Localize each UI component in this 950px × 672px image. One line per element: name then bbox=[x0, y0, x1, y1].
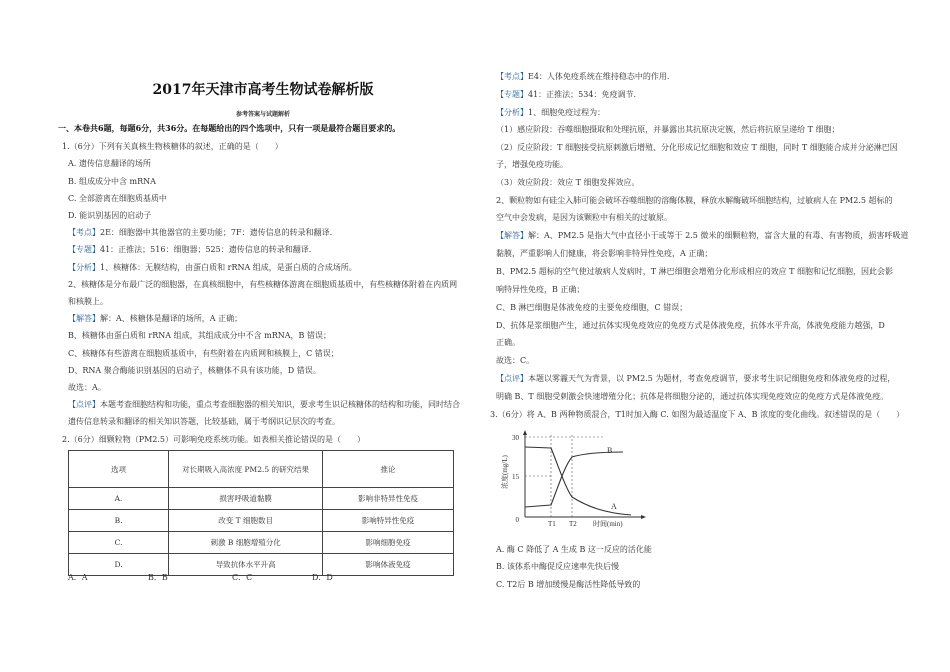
y-tick-30: 30 bbox=[512, 434, 519, 442]
q1-option-a: A. 遗传信息翻译的场所 bbox=[68, 159, 151, 168]
q1-fenxi-2: 2、核糖体是分布最广泛的细胞器，在真核细胞中，有些核糖体游离在细胞质基质中，有些核糖体附着在内质网 bbox=[68, 280, 458, 289]
q2-jieda-b: B、PM2.5 超标的空气使过敏病人发病时，T 淋巴细胞会增殖分化形成相应的效应 T 细胞和记忆细胞，因此会影 bbox=[496, 267, 894, 276]
x-axis-label: 时间(min) bbox=[593, 520, 623, 528]
table-cell: 影响非特异性免疫 bbox=[323, 488, 454, 510]
q2-jieda-b2: 响特异性免疫，B 正确； bbox=[496, 285, 585, 294]
q2-choice-d: D．D bbox=[312, 573, 333, 582]
q1-option-d: D. 能识别基因的启动子 bbox=[68, 211, 152, 220]
table-cell: 导致抗体水平升高 bbox=[169, 554, 323, 576]
q1-zhuanti: 【专题】41：正推法；516：细胞器；525：遗传信息的转录和翻译. bbox=[68, 245, 312, 254]
table-header-inference: 推论 bbox=[323, 451, 454, 488]
q1-dianping: 【点评】本题考查细胞结构和功能，重点考查细胞器的相关知识，要求考生识记核糖体的结构和功能，同时结合 bbox=[68, 400, 460, 409]
q2-kaodian: 【考点】E4：人体免疫系统在维持稳态中的作用. bbox=[496, 72, 670, 81]
x-tick-t1: T1 bbox=[548, 520, 556, 528]
question-2-stem: 2.（6分）细颗粒物（PM2.5）可影响免疫系统功能。如表相关推论错误的是（ ） bbox=[62, 435, 366, 444]
x-axis-arrow bbox=[641, 515, 646, 519]
q3-option-a: A. 酶 C 降低了 A 生成 B 这一反应的活化能 bbox=[496, 545, 652, 554]
question-3-stem: 3.（6分）将 A、B 两种物质混合，T1时加入酶 C. 如图为最适温度下 A、B 浓度的变化曲线。叙述错误的是（ ） bbox=[490, 410, 905, 419]
q2-dianping-2: 明确 B、T 细胞受刺激会快速增殖分化；抗体是将细胞分泌的，通过抗体实现免疫效应的免疫方式是体液免疫。 bbox=[496, 392, 889, 401]
q1-option-b: B. 组成成分中含 mRNA bbox=[68, 177, 156, 186]
table-cell: 损害呼吸道黏膜 bbox=[169, 488, 323, 510]
table-cell: 影响细胞免疫 bbox=[323, 532, 454, 554]
curve-b-label: B bbox=[607, 446, 613, 455]
q1-fenxi: 【分析】1、核糖体：无膜结构，由蛋白质和 rRNA 组成，是蛋白质的合成场所。 bbox=[68, 263, 357, 272]
y-tick-15: 15 bbox=[512, 473, 519, 481]
q2-fenxi-2: （2）反应阶段：T 细胞接受抗原刺激后增殖、分化形成记忆细胞和效应 T 细胞，同时 T 细胞能合成并分泌淋巴因 bbox=[496, 143, 898, 152]
document-title: 2017年天津市高考生物试卷解析版 bbox=[152, 82, 374, 98]
table-cell: B. bbox=[69, 510, 169, 532]
table-cell: A. bbox=[69, 488, 169, 510]
q1-kaodian: 【考点】2E：细胞器中其他器官的主要功能；7F：遗传信息的转录和翻译. bbox=[68, 228, 333, 237]
q2-table bbox=[68, 450, 454, 576]
y-axis-label: 浓度(mg/L) bbox=[501, 455, 509, 489]
table-header-row bbox=[69, 451, 454, 488]
q1-option-c: C. 全部游离在细胞质基质中 bbox=[68, 194, 167, 203]
q2-zhuanti: 【专题】41：正推法；534：免疫调节. bbox=[496, 90, 636, 99]
q2-answer: 故选：C。 bbox=[496, 356, 535, 365]
section-heading: 一、本卷共6题，每题6分，共36分。在每题给出的四个选项中，只有一项是最符合题目要求的。 bbox=[58, 123, 401, 133]
y-tick-0: 0 bbox=[515, 516, 519, 524]
q1-jieda: 【解答】解：A、核糖体是翻译的场所，A 正确； bbox=[68, 314, 243, 323]
q2-fenxi-3: 子，增强免疫功能。 bbox=[496, 160, 568, 169]
q3-option-c: C. T2后 B 增加缓慢是酶活性降低导致的 bbox=[496, 580, 641, 589]
q1-jieda-b: B、核糖体由蛋白质和 rRNA 组成，其组成成分中不含 mRNA，B 错误； bbox=[68, 331, 331, 340]
q3-concentration-graph bbox=[493, 427, 653, 532]
q2-fenxi-4: （3）效应阶段：效应 T 细胞发挥效应。 bbox=[496, 178, 640, 187]
q2-choice-a: A．A bbox=[68, 573, 88, 582]
q2-jieda-d: D、抗体是浆细胞产生，通过抗体实现免疫效应的免疫方式是体液免疫，抗体水平升高，体液免疫能力越强，D bbox=[496, 321, 885, 330]
q2-choice-b: B．B bbox=[148, 573, 168, 582]
q2-fenxi-6: 空气中会发病，是因为该颗粒中有相关的过敏原。 bbox=[496, 213, 672, 222]
q2-fenxi-5: 2、颗粒物如有硅尘入肺可能会破坏吞噬细胞的溶酶体膜，释放水解酶破坏细胞结构，过敏病人在 PM2.5 超标的 bbox=[496, 196, 893, 205]
q2-jieda-2: 黏膜，严重影响人们健康，将会影响非特异性免疫，A 正确； bbox=[496, 249, 713, 258]
table-header-option: 选项 bbox=[69, 451, 169, 488]
q1-dianping-2: 遗传信息转录和翻译的相关知识答题，比较基础，属于考纲识记层次的考查。 bbox=[68, 417, 340, 426]
q2-fenxi: 【分析】1、细胞免疫过程为： bbox=[496, 108, 606, 117]
table-cell: D. bbox=[69, 554, 169, 576]
table-header-result: 对长期吸入高浓度 PM2.5 的研究结果 bbox=[169, 451, 323, 488]
q2-dianping: 【点评】本题以雾霾天气为背景，以 PM2.5 为题材，考查免疫调节，要求考生识记细胞免疫和体液免疫的过程， bbox=[496, 374, 896, 383]
table-row bbox=[69, 488, 454, 510]
q3-option-b: B. 该体系中酶促反应速率先快后慢 bbox=[496, 562, 619, 571]
table-cell: 影响体液免疫 bbox=[323, 554, 454, 576]
y-axis-arrow bbox=[523, 430, 527, 435]
q1-jieda-d: D、RNA 聚合酶能识别基因的启动子，核糖体不具有该功能，D 错误。 bbox=[68, 366, 321, 375]
document-subtitle: 参考答案与试题解析 bbox=[235, 111, 290, 118]
table-cell: C. bbox=[69, 532, 169, 554]
q2-choice-c: C．C bbox=[232, 573, 253, 582]
q1-answer: 故选：A。 bbox=[68, 383, 106, 392]
table-cell: 改变 T 细胞数目 bbox=[169, 510, 323, 532]
q1-jieda-c: C、核糖体有些游离在细胞质基质中，有些附着在内质网和核膜上，C 错误； bbox=[68, 349, 339, 358]
q2-fenxi-1: （1）感应阶段：吞噬细胞摄取和处理抗原，并暴露出其抗原决定簇，然后将抗原呈递给 T 细胞； bbox=[496, 125, 840, 134]
question-1-stem: 1.（6分）下列有关真核生物核糖体的叙述，正确的是（ ） bbox=[62, 142, 283, 151]
q2-jieda-d2: 正确。 bbox=[496, 338, 520, 347]
q2-jieda: 【解答】解：A、PM2.5 是指大气中直径小于或等于 2.5 微米的细颗粒物，富含大量的有毒、有害物质，损害呼吸道 bbox=[496, 231, 909, 240]
table-row bbox=[69, 510, 454, 532]
q1-fenxi-3: 和核膜上。 bbox=[68, 297, 108, 306]
table-cell: 刺激 B 细胞增殖分化 bbox=[169, 532, 323, 554]
q2-jieda-c: C、B 淋巴细胞是体液免疫的主要免疫细胞，C 错误； bbox=[496, 303, 688, 312]
table-row bbox=[69, 554, 454, 576]
table-row bbox=[69, 532, 454, 554]
table-cell: 影响特异性免疫 bbox=[323, 510, 454, 532]
curve-a-label: A bbox=[611, 502, 617, 511]
x-tick-t2: T2 bbox=[569, 520, 577, 528]
